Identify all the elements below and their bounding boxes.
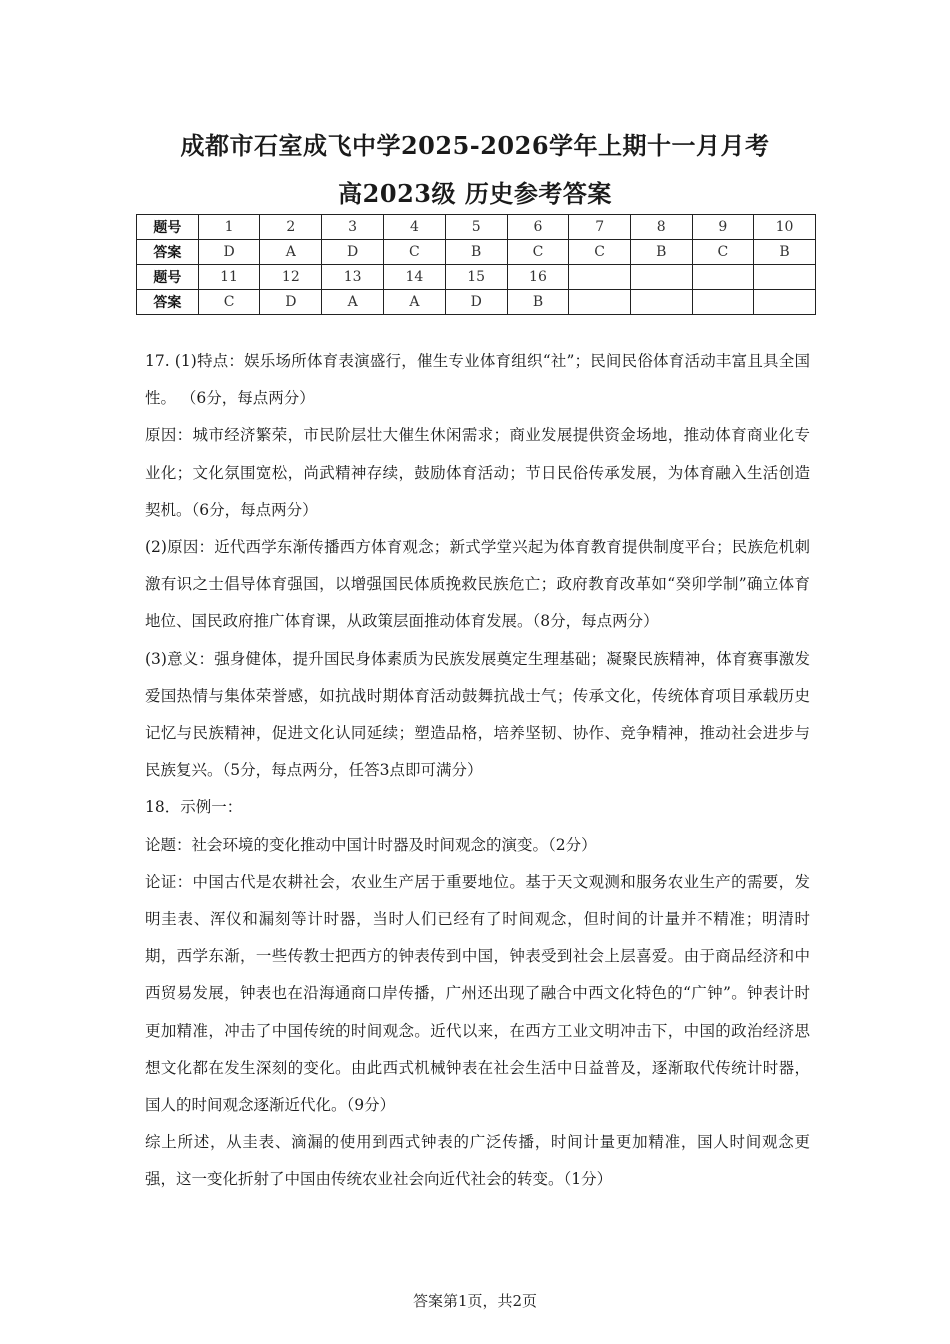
question-number: 3 — [322, 215, 384, 240]
answer-cell: B — [630, 240, 692, 265]
answer-cell: A — [322, 290, 384, 315]
row-label-question: 题号 — [137, 215, 199, 240]
answer-cell: A — [384, 290, 446, 315]
row-label-answer: 答案 — [137, 240, 199, 265]
question-number: 5 — [445, 215, 507, 240]
question-number: 2 — [260, 215, 322, 240]
answer-cell: C — [569, 240, 631, 265]
paragraph-q17-3: (3)意义：强身健体，提升国民身体素质为民族发展奠定生理基础；凝聚民族精神，体育赛事激发爱国热情与集体荣誉感，如抗战时期体育活动鼓舞抗战士气；传承文化，传统体育项目承载历史记忆与民族精神，促进文化认同延续；塑造品格，培养坚韧、协作、竞争精神，推动社会进步与民族复兴。（5分，每点两分，任答3点即可满分） — [145, 649, 810, 780]
empty-cell — [754, 265, 816, 290]
empty-cell — [692, 265, 754, 290]
paragraph-q18-heading: 18．示例一： — [145, 798, 243, 817]
answer-body — [145, 343, 810, 1199]
question-number: 1 — [198, 215, 260, 240]
answer-cell: C — [507, 240, 569, 265]
paragraph-q18-argument: 论证：中国古代是农耕社会，农业生产居于重要地位。基于天文观测和服务农业生产的需要，发明圭表、浑仪和漏刻等计时器，当时人们已经有了时间观念，但时间的计量并不精准；明清时期，西学东渐，一些传教士把西方的钟表传到中国，钟表受到社会上层喜爱。由于商品经济和中西贸易发展，钟表也在沿海通商口岸传播，广州还出现了融合中西文化特色的“广钟”。钟表计时更加精准，冲击了中国传统的时间观念。近代以来，在西方工业文明冲击下，中国的政治经济思想文化都在发生深刻的变化。由此西式机械钟表在社会生活中日益普及，逐渐取代传统计时器，国人的时间观念逐渐近代化。（9分） — [145, 872, 810, 1115]
paragraph-q17-2: (2)原因：近代西学东渐传播西方体育观念；新式学堂兴起为体育教育提供制度平台；民族危机刺激有识之士倡导体育强国，以增强国民体质挽救民族危亡；政府教育改革如“癸卯学制”确立体育地位、国民政府推广体育课，从政策层面推动体育发展。（8分，每点两分） — [145, 538, 810, 631]
question-number: 13 — [322, 265, 384, 290]
question-number: 6 — [507, 215, 569, 240]
answer-cell: B — [754, 240, 816, 265]
answer-cell: B — [445, 240, 507, 265]
page-subtitle: 高2023级 历史参考答案 — [338, 179, 612, 208]
answer-cell: C — [198, 290, 260, 315]
empty-cell — [569, 265, 631, 290]
paragraph-q17-1: 17. (1)特点：娱乐场所体育表演盛行，催生专业体育组织“社”；民间民俗体育活动丰富且具全国性。 （6分，每点两分） — [145, 352, 810, 408]
answer-cell: D — [322, 240, 384, 265]
table-row — [137, 215, 816, 240]
table-row — [137, 290, 816, 315]
empty-cell — [630, 265, 692, 290]
question-number: 11 — [198, 265, 260, 290]
answer-cell: B — [507, 290, 569, 315]
empty-cell — [754, 290, 816, 315]
question-number: 16 — [507, 265, 569, 290]
question-number: 15 — [445, 265, 507, 290]
empty-cell — [692, 290, 754, 315]
question-number: 12 — [260, 265, 322, 290]
row-label-answer: 答案 — [137, 290, 199, 315]
question-number: 7 — [569, 215, 631, 240]
answer-cell: C — [384, 240, 446, 265]
answer-table — [136, 214, 816, 315]
question-number: 10 — [754, 215, 816, 240]
question-number: 14 — [384, 265, 446, 290]
table-row — [137, 265, 816, 290]
question-number: 4 — [384, 215, 446, 240]
answer-cell: A — [260, 240, 322, 265]
question-number: 8 — [630, 215, 692, 240]
paragraph-q18-conclusion: 综上所述，从圭表、滴漏的使用到西式钟表的广泛传播，时间计量更加精准，国人时间观念更强，这一变化折射了中国由传统农业社会向近代社会的转变。（1分） — [145, 1133, 810, 1189]
answer-cell: D — [198, 240, 260, 265]
paragraph-q18-thesis: 论题：社会环境的变化推动中国计时器及时间观念的演变。（2分） — [145, 835, 597, 854]
table-row — [137, 240, 816, 265]
question-number: 9 — [692, 215, 754, 240]
page-title: 成都市石室成飞中学2025-2026学年上期十一月月考 — [180, 131, 770, 160]
answer-cell: C — [692, 240, 754, 265]
answer-cell: D — [260, 290, 322, 315]
row-label-question: 题号 — [137, 265, 199, 290]
empty-cell — [630, 290, 692, 315]
empty-cell — [569, 290, 631, 315]
answer-cell: D — [445, 290, 507, 315]
paragraph-q17-1-reasons: 原因：城市经济繁荣，市民阶层壮大催生休闲需求；商业发展提供资金场地，推动体育商业化专业化；文化氛围宽松，尚武精神存续，鼓励体育活动；节日民俗传承发展，为体育融入生活创造契机。（6分，每点两分） — [145, 426, 810, 519]
page-footer: 答案第1页，共2页 — [412, 1292, 538, 1310]
